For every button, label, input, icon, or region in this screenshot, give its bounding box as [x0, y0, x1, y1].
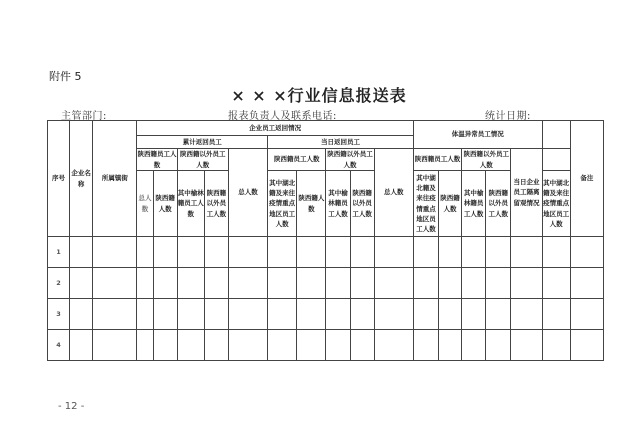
header-cum-total: 总人数	[137, 171, 153, 237]
table-cell[interactable]	[204, 299, 228, 330]
table-cell[interactable]	[542, 330, 570, 361]
table-cell[interactable]	[228, 268, 267, 299]
table-cell[interactable]	[462, 237, 486, 268]
header-cumulative-return: 累计返回员工	[137, 136, 268, 149]
table-cell[interactable]	[570, 330, 603, 361]
header-abn-non-shaanxi-people: 陕西籍以外员工人数	[486, 171, 511, 237]
table-cell[interactable]	[374, 330, 413, 361]
table-row	[48, 237, 604, 268]
table-cell[interactable]	[486, 268, 511, 299]
table-cell[interactable]	[326, 237, 350, 268]
table-cell[interactable]	[93, 268, 137, 299]
table-cell[interactable]	[350, 268, 374, 299]
header-today-non-shaanxi-people: 陕西籍以外员工人数	[350, 171, 374, 237]
table-cell[interactable]	[350, 330, 374, 361]
table-cell[interactable]	[297, 237, 326, 268]
table-cell[interactable]	[570, 237, 603, 268]
table-cell[interactable]	[439, 299, 462, 330]
table-cell[interactable]	[439, 330, 462, 361]
header-abn-total: 总人数	[374, 149, 413, 237]
header-abn-shaanxi: 陕西籍员工人数	[413, 149, 461, 171]
header-cum-non-shaanxi: 陕西籍以外员工人数	[177, 149, 228, 171]
table-cell[interactable]	[228, 299, 267, 330]
table-cell[interactable]	[297, 268, 326, 299]
table-cell[interactable]	[511, 268, 542, 299]
document-title: × × ×行业信息报送表	[231, 86, 407, 105]
page-number: - 12 -	[58, 401, 85, 412]
table-cell[interactable]	[439, 237, 462, 268]
row-number: 4	[48, 330, 70, 361]
header-today-total: 总人数	[228, 149, 267, 237]
table-cell[interactable]	[153, 268, 177, 299]
header-abn-shaanxi-people: 陕西籍人数	[439, 171, 462, 237]
header-cum-yulin: 其中榆林籍员工人数	[177, 171, 204, 237]
table-cell[interactable]	[297, 330, 326, 361]
table-cell[interactable]	[486, 330, 511, 361]
header-today-hubei: 其中湖北籍及来往疫情重点地区员工人数	[413, 171, 438, 237]
header-cum-shaanxi-people: 陕西籍人数	[153, 171, 177, 237]
table-cell[interactable]	[326, 268, 350, 299]
header-remark: 备注	[570, 121, 603, 237]
header-return-status: 企业员工返回情况	[137, 121, 413, 136]
table-cell[interactable]	[374, 237, 413, 268]
header-cum-shaanxi: 陕西籍员工人数	[137, 150, 177, 169]
table-cell[interactable]	[204, 330, 228, 361]
table-cell[interactable]	[177, 237, 204, 268]
table-cell[interactable]	[486, 299, 511, 330]
table-cell[interactable]	[153, 299, 177, 330]
table-cell[interactable]	[462, 330, 486, 361]
header-cum-non-shaanxi-people: 陕西籍以外员工人数	[204, 171, 228, 237]
table-cell[interactable]	[177, 299, 204, 330]
table-cell[interactable]	[204, 237, 228, 268]
table-cell[interactable]	[570, 299, 603, 330]
table-cell[interactable]	[137, 268, 153, 299]
header-blank	[542, 121, 570, 149]
table-cell[interactable]	[413, 330, 438, 361]
header-seq: 序号	[48, 121, 70, 237]
table-cell[interactable]	[93, 299, 137, 330]
table-cell[interactable]	[350, 237, 374, 268]
table-cell[interactable]	[326, 330, 350, 361]
table-cell[interactable]	[268, 237, 297, 268]
table-cell[interactable]	[70, 299, 93, 330]
table-cell[interactable]	[542, 268, 570, 299]
row-number: 3	[48, 299, 70, 330]
table-cell[interactable]	[70, 237, 93, 268]
header-abn-yulin: 其中榆林籍员工人数	[462, 171, 486, 237]
table-cell[interactable]	[542, 237, 570, 268]
table-cell[interactable]	[70, 330, 93, 361]
header-town: 所属镇街	[93, 121, 137, 237]
header-today-shaanxi-people: 陕西籍人数	[297, 171, 326, 237]
header-today-yulin: 其中榆林籍员工人数	[326, 171, 350, 237]
header-cum-hubei: 其中湖北籍及来往疫情重点地区员工人数	[268, 171, 297, 237]
header-today-shaanxi: 陕西籍员工人数	[268, 149, 326, 171]
table-cell[interactable]	[413, 299, 438, 330]
header-abn-non-shaanxi: 陕西籍以外员工人数	[463, 150, 509, 169]
table-cell[interactable]	[350, 299, 374, 330]
table-cell[interactable]	[268, 330, 297, 361]
table-cell[interactable]	[462, 299, 486, 330]
table-cell[interactable]	[137, 299, 153, 330]
table-cell[interactable]	[93, 330, 137, 361]
attachment-label: 附件 5	[49, 70, 82, 83]
row-number: 2	[48, 268, 70, 299]
table-row	[48, 299, 604, 330]
responsible-contact-label: 报表负责人及联系电话:	[228, 111, 337, 122]
table-cell[interactable]	[326, 299, 350, 330]
table-cell[interactable]	[374, 268, 413, 299]
table-cell[interactable]	[413, 268, 438, 299]
table-cell[interactable]	[268, 299, 297, 330]
table-cell[interactable]	[268, 268, 297, 299]
table-cell[interactable]	[177, 330, 204, 361]
table-cell[interactable]	[413, 237, 438, 268]
table-cell[interactable]	[153, 237, 177, 268]
table-cell[interactable]	[570, 268, 603, 299]
table-cell[interactable]	[177, 268, 204, 299]
table-row	[48, 268, 604, 299]
header-abn-hubei: 其中湖北籍及来往疫情重点地区员工人数	[542, 171, 570, 237]
table-cell[interactable]	[204, 268, 228, 299]
header-today-non-shaanxi: 陕西籍以外员工人数	[327, 150, 373, 169]
table-cell[interactable]	[374, 299, 413, 330]
header-company-name: 企业名称	[70, 121, 93, 237]
table-cell[interactable]	[511, 237, 542, 268]
table-cell[interactable]	[228, 330, 267, 361]
table-cell[interactable]	[486, 237, 511, 268]
table-row	[48, 330, 604, 361]
dept-field-label: 主管部门:	[61, 111, 107, 122]
table-cell[interactable]	[153, 330, 177, 361]
table-cell[interactable]	[297, 299, 326, 330]
table-cell[interactable]	[439, 268, 462, 299]
table-body	[48, 237, 604, 361]
table-cell[interactable]	[70, 268, 93, 299]
table-cell[interactable]	[228, 237, 267, 268]
table-cell[interactable]	[511, 299, 542, 330]
table-cell[interactable]	[137, 237, 153, 268]
report-table	[47, 120, 604, 361]
table-cell[interactable]	[137, 330, 153, 361]
table-cell[interactable]	[462, 268, 486, 299]
statistic-date-label: 统计日期:	[485, 111, 531, 122]
row-number: 1	[48, 237, 70, 268]
table-cell[interactable]	[511, 330, 542, 361]
table-cell[interactable]	[542, 299, 570, 330]
header-today-return: 当日返回员工	[268, 136, 414, 149]
table-cell[interactable]	[93, 237, 137, 268]
header-today-quarantine: 当日企业员工隔离留观情况	[511, 149, 542, 237]
header-abnormal-temperature: 体温异常员工情况	[413, 121, 542, 149]
